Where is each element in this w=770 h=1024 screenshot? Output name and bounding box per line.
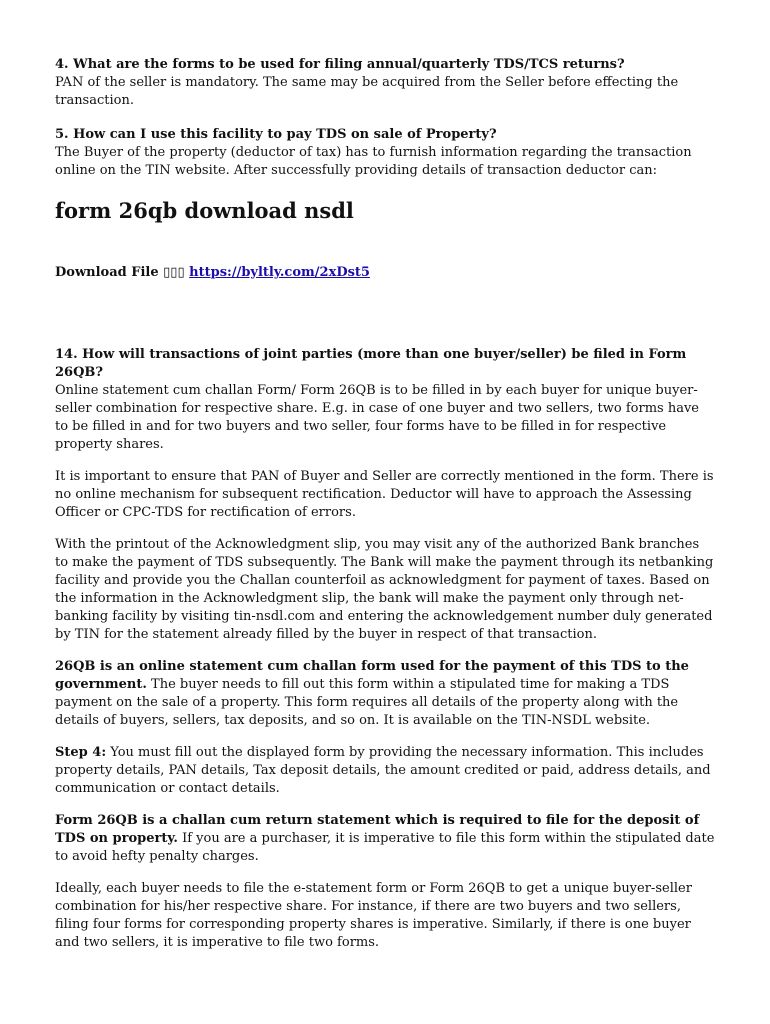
faq-answer-14: Online statement cum challan Form/ Form 26QB is to be filled in by each buyer for unique buyer-seller combination for respective share. E.g. in case of one buyer and two sellers, two forms have to be filled in and for two buyers and two seller, four forms have to be filled in for respective property shares.	[55, 383, 699, 452]
download-link[interactable]: https://byltly.com/2xDst5	[189, 265, 370, 280]
faq-question-4: 4. What are the forms to be used for filing annual/quarterly TDS/TCS returns?	[55, 57, 625, 72]
download-line	[55, 264, 715, 282]
paragraph-ideally: Ideally, each buyer needs to file the e-statement form or Form 26QB to get a unique buyer-seller combination for his/her respective share. For instance, if there are two buyers and two sellers, filing four forms for corresponding property shares is imperative. Similarly, if there is one buyer and two sellers, it is imperative to file two forms.	[55, 881, 692, 950]
faq-question-14: 14. How will transactions of joint parties (more than one buyer/seller) be filed in Form 26QB?	[55, 347, 687, 380]
document-page	[55, 56, 715, 952]
download-label: Download File	[55, 265, 159, 280]
paragraph-pan: It is important to ensure that PAN of Buyer and Seller are correctly mentioned in the form. There is no online mechanism for subsequent rectification. Deductor will have to approach the Assessing Officer or CPC-TDS for rectification of errors.	[55, 469, 714, 520]
paragraph-printout: With the printout of the Acknowledgment slip, you may visit any of the authorized Bank branches to make the payment of TDS subsequently. The Bank will make the payment through its netbanking facility and provide you the Challan counterfoil as acknowledgment for payment of taxes. Based on the information in the Acknowledgment slip, the bank will make the payment only through net-banking facility by visiting tin-nsdl.com and entering the acknowledgement number duly generated by TIN for the statement already filled by the buyer in respect of that transaction.	[55, 537, 714, 642]
paragraph-step4: Step 4: You must fill out the displayed form by providing the necessary information. This includes property details, PAN details, Tax deposit details, the amount credited or paid, address details, and communication or contact details.	[55, 745, 711, 796]
glyph-boxes: ▯▯▯	[163, 265, 185, 280]
faq-answer-4: PAN of the seller is mandatory. The same may be acquired from the Seller before effecting the transaction.	[55, 75, 679, 108]
faq-answer-5: The Buyer of the property (deductor of tax) has to furnish information regarding the transaction online on the TIN website. After successfully providing details of transaction deductor can:	[55, 145, 692, 178]
paragraph-challan: Form 26QB is a challan cum return statement which is required to file for the deposit of TDS on property. If you are a purchaser, it is imperative to file this form within the stipulated date to avoid hefty penalty charges.	[55, 813, 715, 864]
paragraph-26qb: 26QB is an online statement cum challan form used for the payment of this TDS to the government. The buyer needs to fill out this form within a stipulated time for making a TDS payment on the sale of a property. This form requires all details of the property along with the details of buyers, sellers, tax deposits, and so on. It is available on the TIN-NSDL website.	[55, 659, 689, 728]
faq-question-5: 5. How can I use this facility to pay TDS on sale of Property?	[55, 127, 497, 142]
page-heading: form 26qb download nsdl	[55, 198, 354, 223]
